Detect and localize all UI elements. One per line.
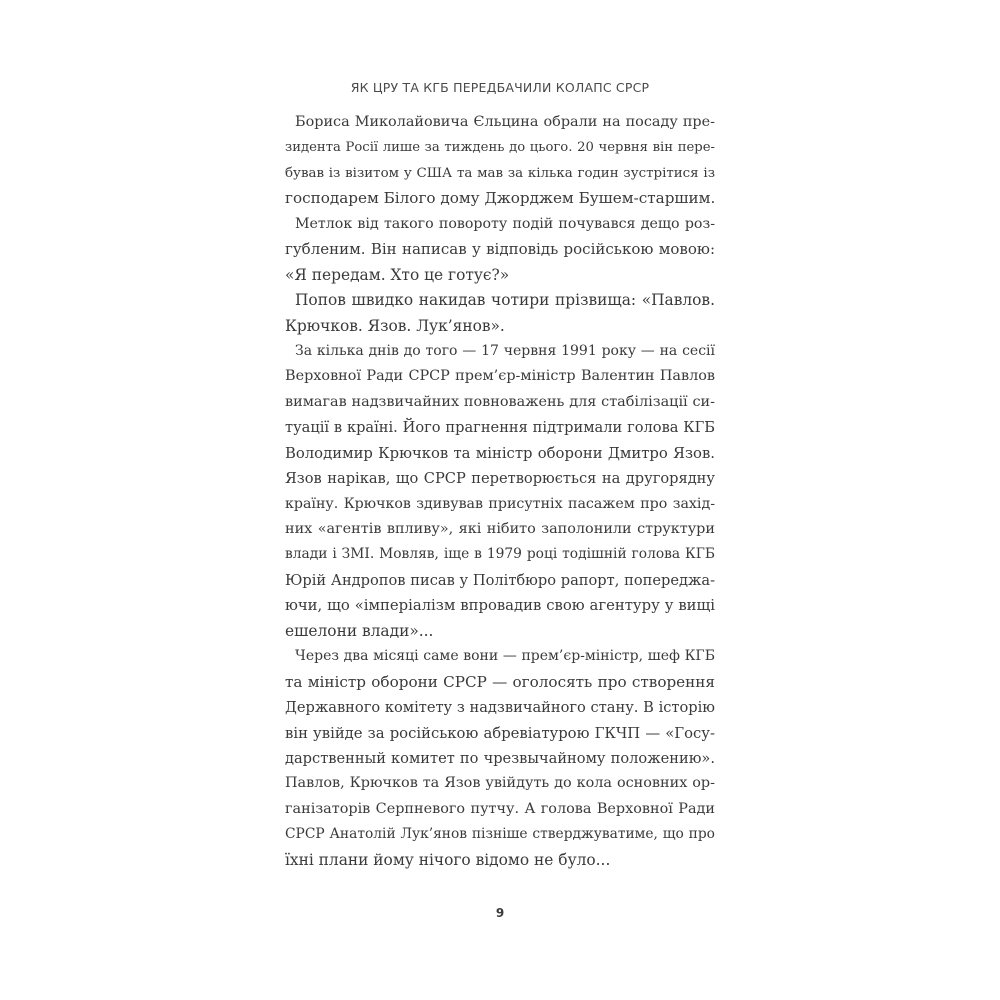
paragraph-5-line-3: Державного комітету з надзвичайного стану. В історію [285,699,715,717]
paragraph-4-line-7: країну. Крючков здивував присутніх пасажем про захід- [285,495,715,512]
paragraph-5-line-7: ганізаторів Серпневого путчу. А голова Верховної Ради [285,800,715,817]
paragraph-3-line-2: Крючков. Язов. Лук’янов». [285,316,505,335]
paragraph-5-line-4: він увійде за російською абревіатурою ГКЧП — «Госу- [285,724,715,742]
paragraph-3-line-1: Попов швидко накидав чотири прізвища: «Павлов. [295,291,715,310]
paragraph-4-line-8: них «агентів впливу», які нібито заполонили структури [285,521,715,537]
paragraph-4-line-1: За кілька днів до того — 17 червня 1991 року — на сесії [295,342,715,359]
paragraph-2-line-1: Метлок від такого повороту подій почувався дещо роз- [295,215,715,232]
page-number: 9 [495,906,505,920]
paragraph-4-line-4: туації в країні. Його прагнення підтримали голова КГБ [285,419,715,437]
paragraph-5-line-8: СРСР Анатолій Лук’янов пізніше стверджуватиме, що про [285,826,715,843]
paragraph-5-line-1: Через два місяці саме вони — прем’єр-міністр, шеф КГБ [295,648,715,665]
paragraph-4-line-6: Язов нарікав, що СРСР перетворюється на другорядну [285,470,715,488]
paragraph-4-line-11: ючи, що «імперіалізм впровадив свою агентуру у вищі [285,597,715,615]
paragraph-5-line-5: дарственный комитет по чрезвычайному положению». [285,749,715,767]
paragraph-1-line-4: господарем Білого дому Джорджем Бушем-старшим. [285,189,715,208]
paragraph-1-line-1: Бориса Миколайовича Єльцина обрали на посаду пре- [295,114,715,130]
paragraph-2-line-2: губленим. Він написав у відповідь російською мовою: [285,240,715,259]
paragraph-4-line-9: влади і ЗМІ. Мовляв, іще в 1979 році тодішній голова КГБ [285,546,715,563]
paragraph-5-line-9: їхні плани йому нічого відомо не було... [285,850,611,869]
paragraph-4-line-10: Юрій Андропов писав у Політбюро рапорт, попереджа- [285,571,715,589]
paragraph-5-line-2: та міністр оборони СРСР — оголосять про створення [285,672,715,691]
paragraph-4-line-5: Володимир Крючков та міністр оборони Дмитро Язов. [285,444,715,462]
running-head: ЯК ЦРУ ТА КГБ ПЕРЕДБАЧИЛИ КОЛАПС СРСР [350,80,650,95]
paragraph-4-line-12: ешелони влади»... [285,621,434,640]
paragraph-1-line-3: бував із візитом у США та мав за кілька годин зустрітися із [285,165,715,181]
paragraph-4-line-2: Верховної Ради СРСР прем’єр-міністр Валентин Павлов [285,368,715,385]
body-text [285,110,715,873]
paragraph-4-line-3: вимагав надзвичайних повноважень для стабілізації си- [285,393,715,410]
paragraph-1-line-2: зидента Росії лише за тиждень до цього. 20 червня він пере- [285,140,715,156]
paragraph-2-line-3: «Я передам. Хто це готує?» [285,265,510,284]
paragraph-5-line-6: Павлов, Крючков та Язов увійдуть до кола основних ор- [285,775,715,792]
